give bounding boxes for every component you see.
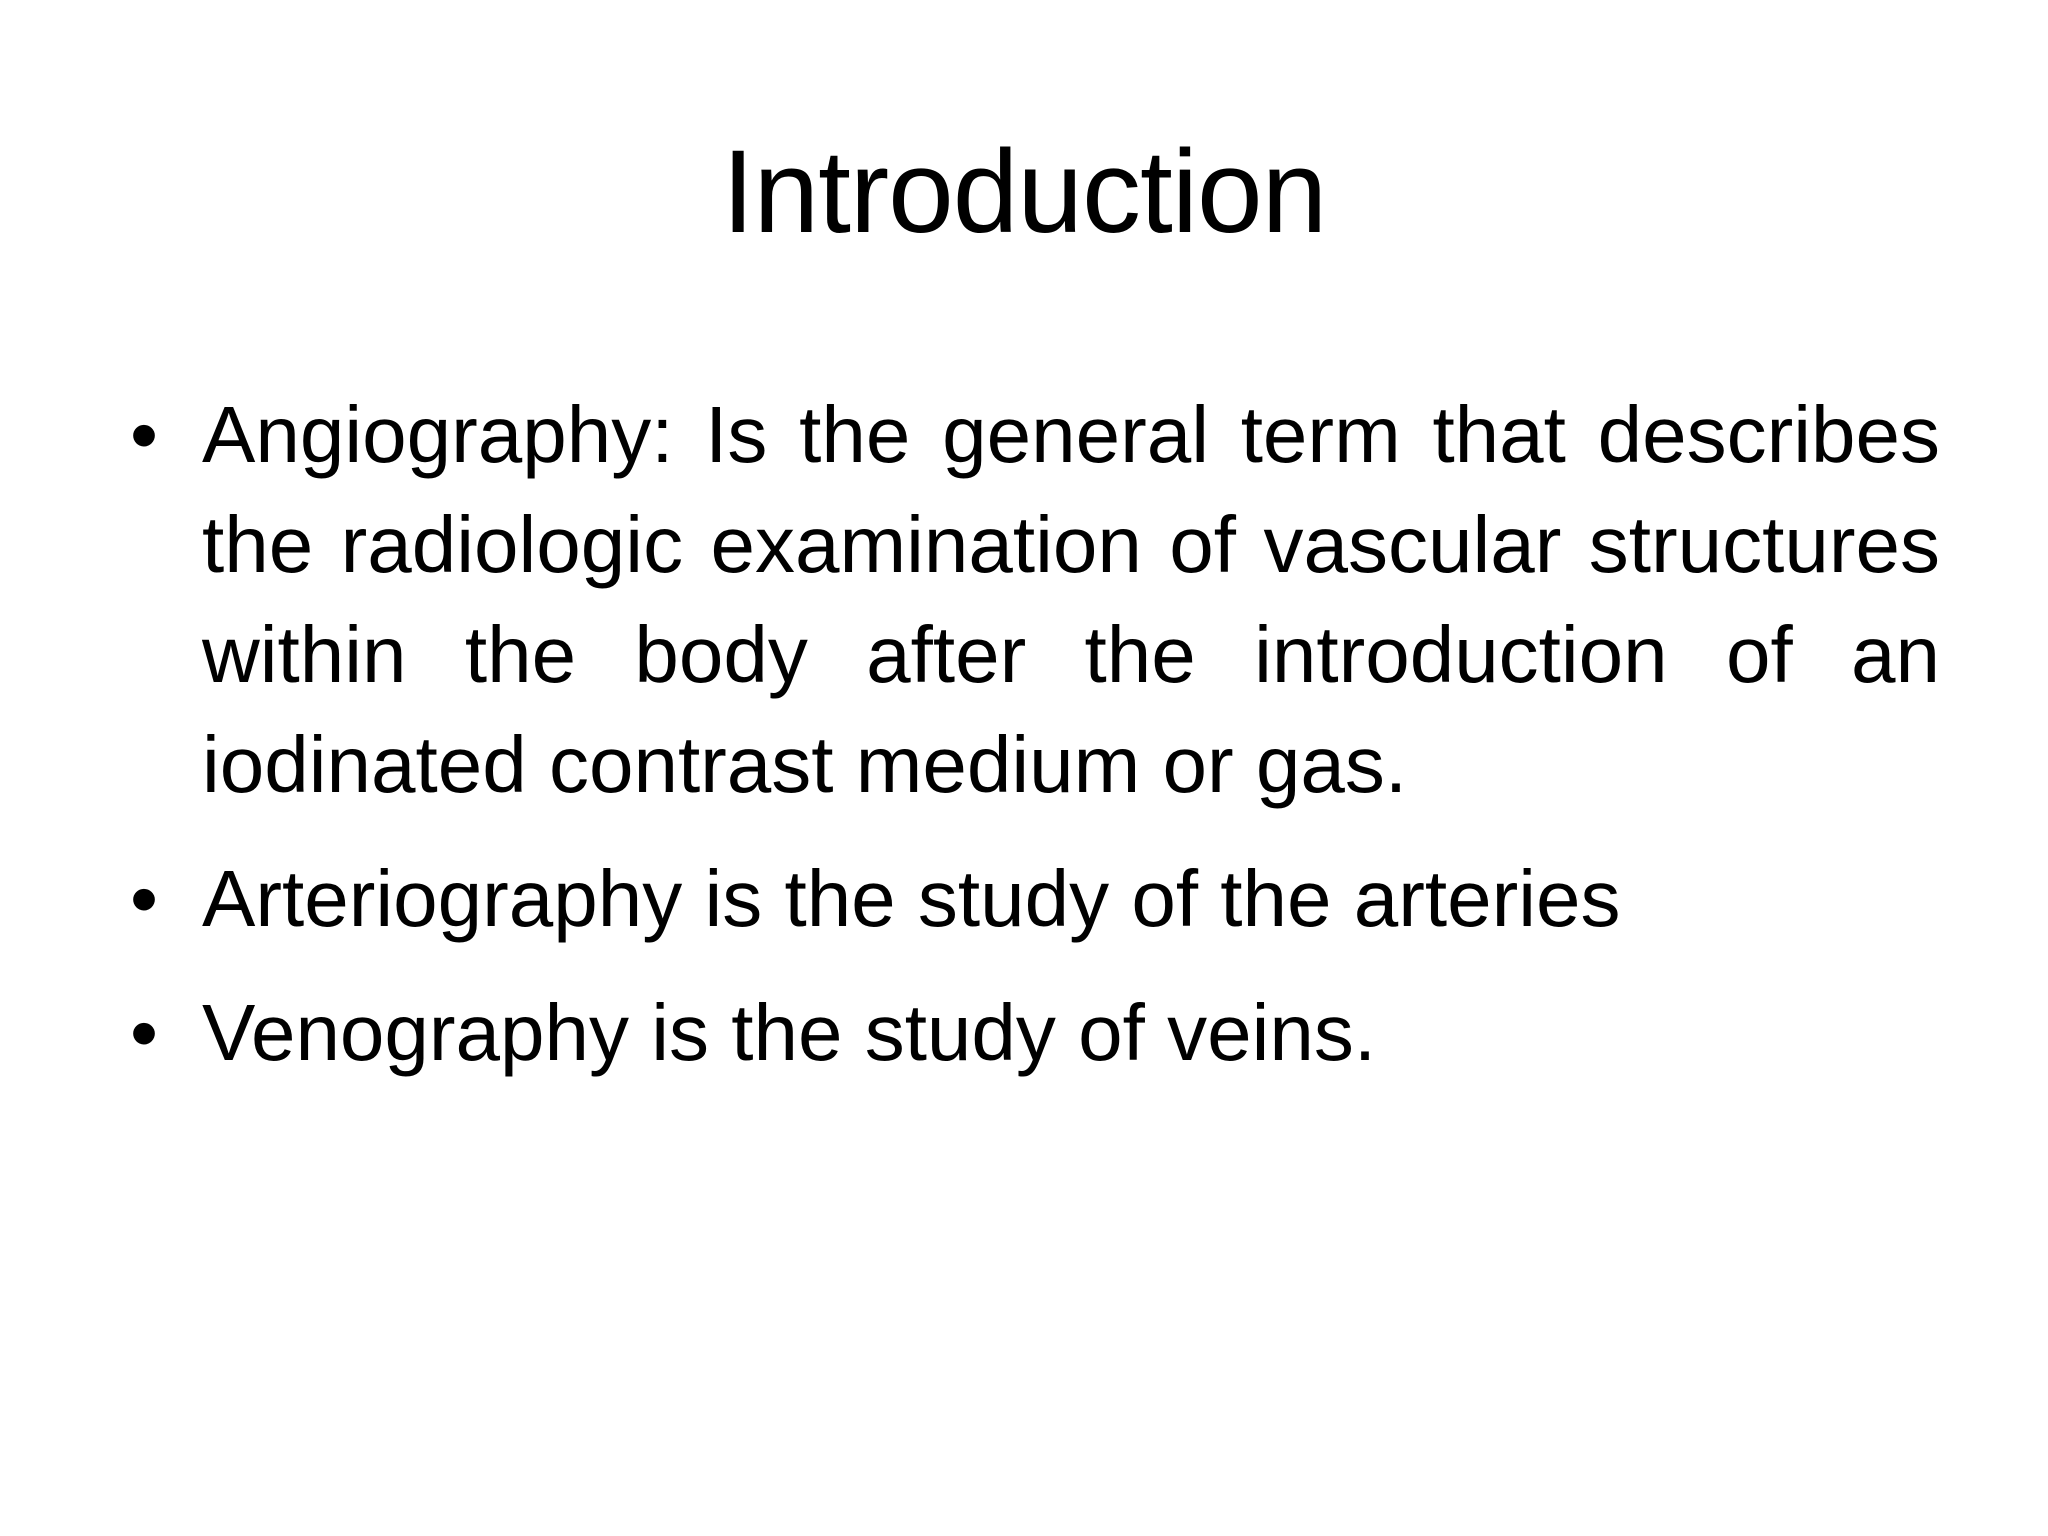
bullet-text: Arteriography is the study of the arteries <box>202 854 1621 943</box>
bullet-text: Angiography: Is the general term that describes the radiologic examination of vascular structures within the body after the introduction of an iodinated contrast medium or gas. <box>202 390 1940 809</box>
bullet-marker: • <box>130 390 159 479</box>
slide-title: Introduction <box>721 126 1327 258</box>
bullet-marker: • <box>130 854 159 943</box>
bullet-item-angiography <box>130 380 1940 820</box>
bullet-list <box>130 380 1940 1112</box>
bullet-item-arteriography <box>130 844 1940 954</box>
bullet-marker: • <box>130 988 159 1077</box>
bullet-item-venography <box>130 978 1940 1088</box>
bullet-text: Venography is the study of veins. <box>202 988 1377 1077</box>
